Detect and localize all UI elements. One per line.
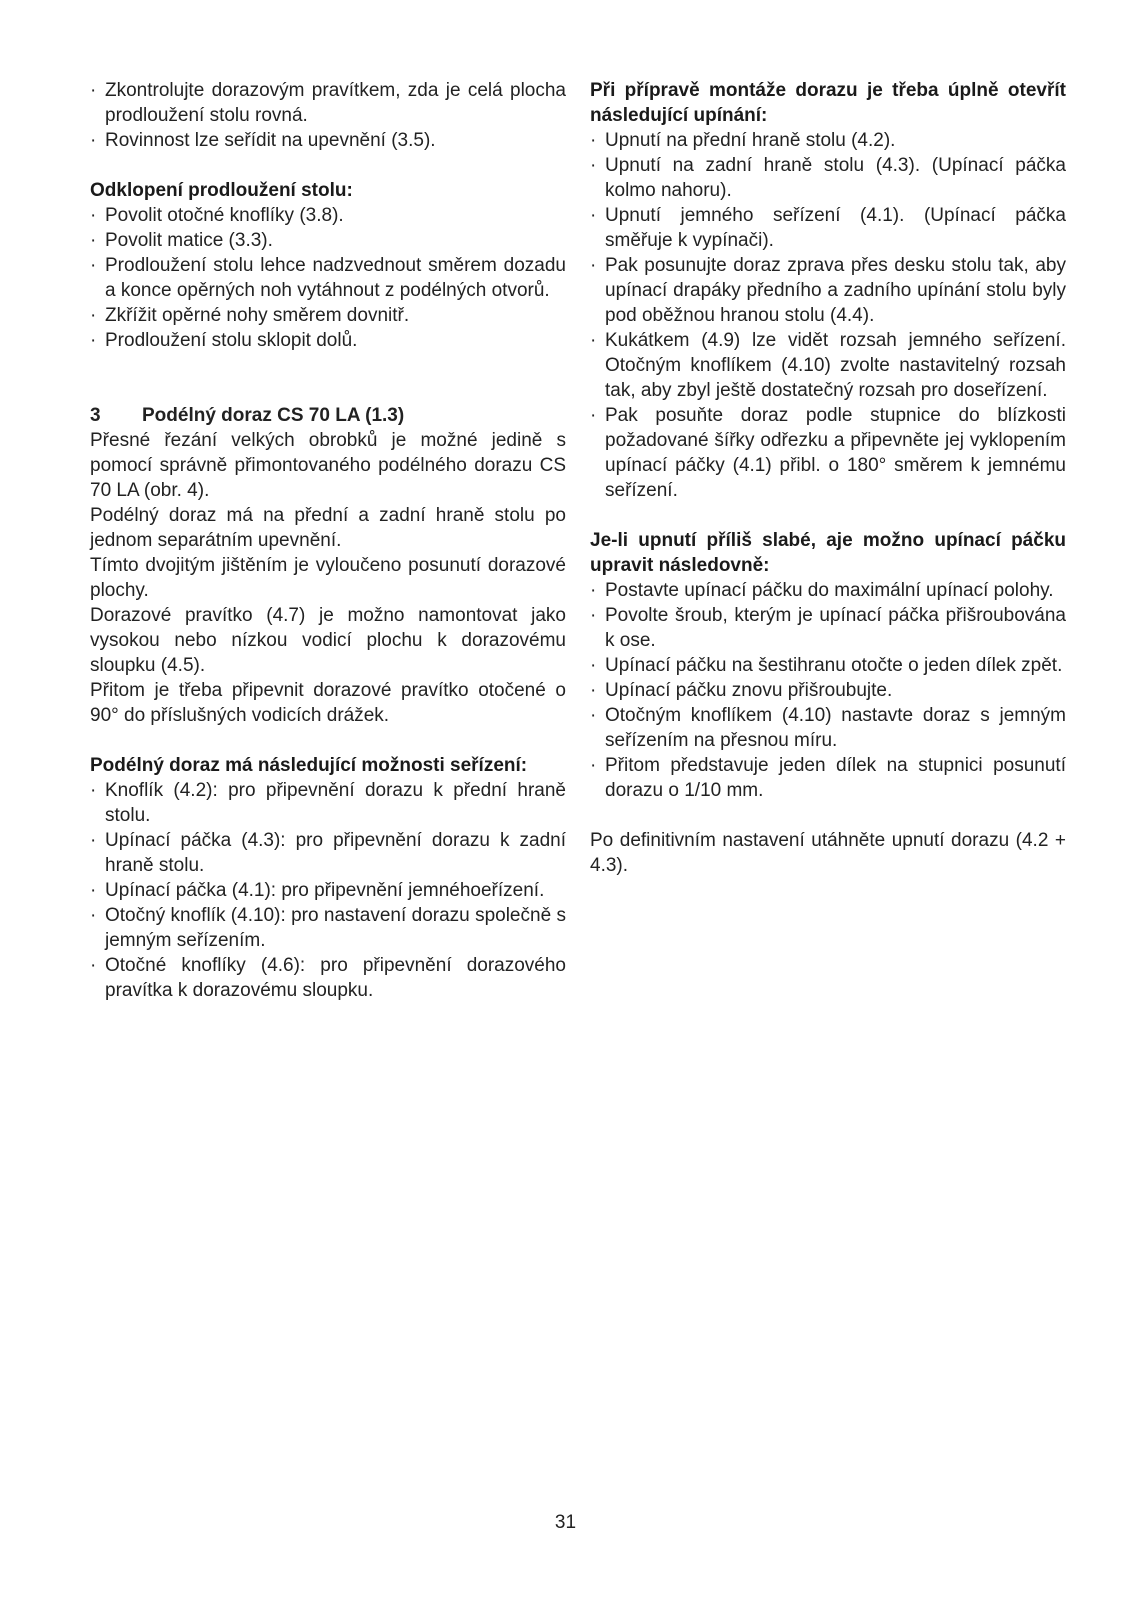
list-item: · Prodloužení stolu sklopit dolů. [90, 328, 566, 353]
list-item: · Upínací páčku na šestihranu otočte o jeden dílek zpět. [590, 653, 1066, 678]
list-item: · Pak posuňte doraz podle stupnice do blízkosti požadované šířky odřezku a připevněte jej vyklopením upínací páčky (4.1) přibl. o 180° směrem k jemnému seřízení. [590, 403, 1066, 503]
list-item: · Upnutí na přední hraně stolu (4.2). [590, 128, 1066, 153]
list-item: · Upínací páčku znovu přišroubujte. [590, 678, 1066, 703]
paragraph: Dorazové pravítko (4.7) je možno namontovat jako vysokou nebo nízkou vodicí plochu k dorazovému sloupku (4.5). [90, 605, 566, 676]
paragraph: Podélný doraz má na přední a zadní hraně stolu po jednom separátním upevnění. [90, 505, 566, 551]
list-item: · Upínací páčka (4.3): pro připevnění dorazu k zadní hraně stolu. [90, 828, 566, 878]
fold-list [90, 203, 566, 353]
list-item: · Přitom představuje jeden dílek na stupnici posunutí dorazu o 1/10 mm. [590, 753, 1066, 803]
list-item: · Povolit otočné knoflíky (3.8). [90, 203, 566, 228]
section-title: Podélný doraz CS 70 LA (1.3) [142, 405, 405, 426]
paragraph: Přitom je třeba připevnit dorazové pravítko otočené o 90° do příslušných vodicích drážek. [90, 680, 566, 726]
page-number: 31 [554, 1512, 577, 1533]
list-item: · Otočné knoflíky (4.6): pro připevnění dorazového pravítka k dorazovému sloupku. [90, 953, 566, 1003]
list-item: · Otočným knoflíkem (4.10) nastavte doraz s jemným seřízením na přesnou míru. [590, 703, 1066, 753]
list-item: · Otočný knoflík (4.10): pro nastavení dorazu společně s jemným seřízením. [90, 903, 566, 953]
list-item: · Upínací páčka (4.1): pro připevnění jemnéhoeřízení. [90, 878, 566, 903]
fold-heading: Odklopení prodloužení stolu: [90, 180, 353, 201]
list-item: · Zkřížit opěrné nohy směrem dovnitř. [90, 303, 566, 328]
right-column [590, 78, 1066, 878]
list-item: · Kukátkem (4.9) lze vidět rozsah jemného seřízení. Otočným knoflíkem (4.10) zvolte nastavitelný rozsah tak, aby zbyl ještě dostatečný rozsah pro doseřízení. [590, 328, 1066, 403]
list-item: · Pak posunujte doraz zprava přes desku stolu tak, aby upínací drapáky předního a zadního upínání stolu byly pod oběžnou hranou stolu (4.4). [590, 253, 1066, 328]
left-column [90, 78, 566, 1003]
final-note: Po definitivním nastavení utáhněte upnutí dorazu (4.2 + 4.3). [590, 830, 1066, 876]
intro-list [90, 78, 566, 153]
section-heading [90, 403, 566, 428]
section-number: 3 [90, 405, 101, 426]
list-item: · Upnutí na zadní hraně stolu (4.3). (Upínací páčka kolmo nahoru). [590, 153, 1066, 203]
list-item: · Povolte šroub, kterým je upínací páčka přišroubována k ose. [590, 603, 1066, 653]
list-item: · Upnutí jemného seřízení (4.1). (Upínací páčka směřuje k vypínači). [590, 203, 1066, 253]
prep-heading: Při přípravě montáže dorazu je třeba úplně otevřít následující upínání: [590, 80, 1066, 126]
prep-list [590, 128, 1066, 503]
list-item: · Prodloužení stolu lehce nadzvednout směrem dozadu a konce opěrných noh vytáhnout z podélných otvorů. [90, 253, 566, 303]
options-heading: Podélný doraz má následující možnosti seřízení: [90, 755, 528, 776]
paragraph: Přesné řezání velkých obrobků je možné jedině s pomocí správně přimontovaného podélného dorazu CS 70 LA (obr. 4). [90, 430, 566, 501]
weak-clamp-list [590, 578, 1066, 803]
list-item: · Rovinnost lze seřídit na upevnění (3.5). [90, 128, 566, 153]
list-item: · Zkontrolujte dorazovým pravítkem, zda je celá plocha prodloužení stolu rovná. [90, 78, 566, 128]
list-item: · Knoflík (4.2): pro připevnění dorazu k přední hraně stolu. [90, 778, 566, 828]
paragraph: Tímto dvojitým jištěním je vyloučeno posunutí dorazové plochy. [90, 555, 566, 601]
weak-clamp-heading: Je-li upnutí příliš slabé, aje možno upínací páčku upravit následovně: [590, 530, 1066, 576]
options-list [90, 778, 566, 1003]
list-item: · Povolit matice (3.3). [90, 228, 566, 253]
list-item: · Postavte upínací páčku do maximální upínací polohy. [590, 578, 1066, 603]
